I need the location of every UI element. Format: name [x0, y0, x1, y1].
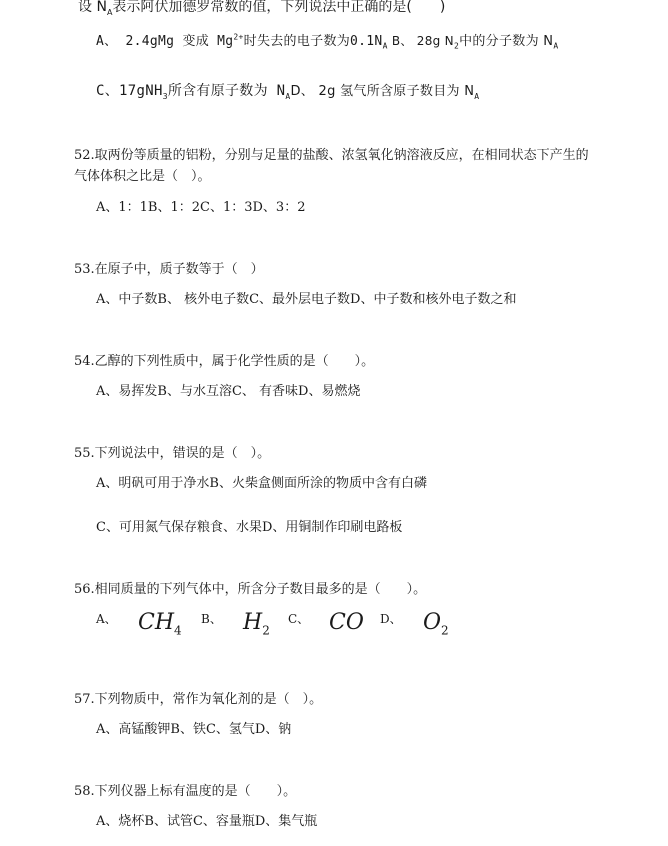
q56-formula-a: $CH_4$ — [138, 610, 182, 638]
q57-options: A、高锰酸钾B、铁C、氢气D、钠 — [96, 722, 292, 737]
q57-stem: 57.下列物质中，常作为氧化剂的是（ ）。 — [74, 692, 323, 707]
q56-label-a: A、 — [96, 612, 117, 626]
q56-label-b: B、 — [201, 612, 222, 626]
q54-options: A、易挥发B、与水互溶C、 有香味D、易燃烧 — [96, 384, 361, 399]
q56-formula-b: $H_2$ — [243, 610, 270, 638]
q58-options: A、烧杯B、试管C、容量瓶D、集气瓶 — [96, 814, 318, 829]
q52-stem: 52.取两份等质量的铝粉，分别与足量的盐酸、浓氢氧化钠溶液反应，在相同状态下产生的气体体积之比是（ ）。 — [74, 148, 589, 184]
q56-stem: 56.相同质量的下列气体中，所含分子数目最多的是（ ）。 — [74, 582, 427, 597]
q56-label-c: C、 — [288, 612, 310, 626]
q53-options: A、中子数B、 核外电子数C、最外层电子数D、中子数和核外电子数之和 — [96, 292, 517, 307]
q55-options-cd: C、可用氮气保存粮食、水果D、用铜制作印刷电路板 — [96, 520, 403, 535]
q56-formula-c: CO — [329, 610, 364, 635]
q56-formula-d: $O_2$ — [423, 610, 449, 638]
q55-options-ab: A、明矾可用于净水B、火柴盒侧面所涂的物质中含有白磷 — [96, 476, 427, 491]
question-intro: 设 $N_A$表示阿伏加德罗常数的值，下列说法中正确的是( ) — [78, 0, 446, 17]
q52-options: A、1：1B、1：2C、1：3D、3：2 — [96, 200, 306, 215]
q58-stem: 58.下列仪器上标有温度的是（ ）。 — [74, 784, 297, 799]
q54-stem: 54.乙醇的下列性质中，属于化学性质的是（ ）。 — [74, 354, 375, 369]
q51-option-line-ab: A、 2.4gMg 变成 $Mg^{2+}$时失去的电子数为$0.1N_A$ B、 28g $N_2$中的分子数为 $N_A$ — [96, 32, 559, 51]
q56-label-d: D、 — [380, 612, 402, 626]
q53-stem: 53.在原子中，质子数等于（ ） — [74, 262, 264, 277]
q51-option-line-cd: C、17gNH$_3$所含有原子数为 $N_AD$、 2g 氢气所含原子数目为 $N_A$ — [96, 83, 480, 101]
q55-stem: 55.下列说法中，错误的是（ ）。 — [74, 446, 271, 461]
